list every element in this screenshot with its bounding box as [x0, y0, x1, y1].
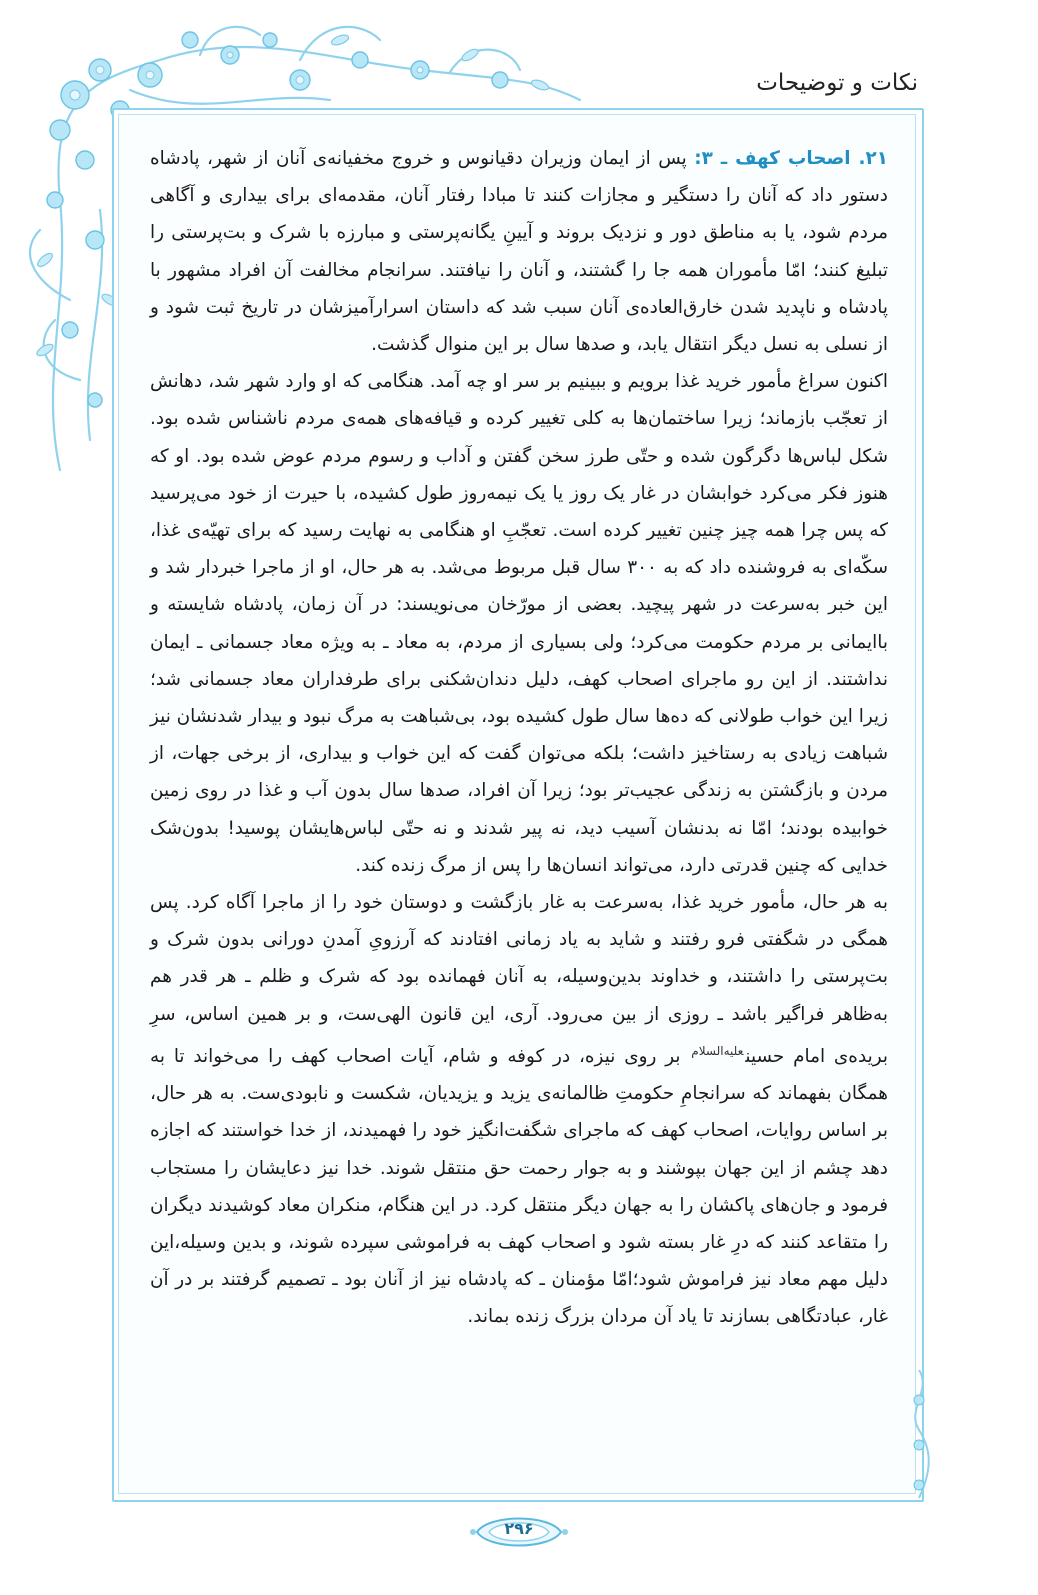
- paragraph-1: [150, 140, 888, 363]
- section-header-title: نکات و توضیحات: [756, 70, 918, 96]
- section-heading: ۲۱. اصحاب کهف ـ ۳:: [694, 148, 888, 169]
- paragraph-3-text-a: به هر حال، مأمور خرید غذا، به‌سرعت به غار بازگشت و دوستان خود را از ماجرا آگاه کرد. پس همگی در شگفتی فرو رفتند و شاید به یاد زمانی افتادند که آرزویِ آمدنِ دورانی بدون شرک و بت‌پرستی را داشتند، و خداوند بدین‌وسیله، به آنان فهمانده بود که شرک و ظلم ـ هر قدر هم به‌ظاهر فراگیر باشد ـ روزی از بین می‌رود. آری، این قانون الهی‌ست، و بر همین اساس، سرِ بریده‌ی امام حسین: [150, 892, 888, 1067]
- body-text: [150, 140, 888, 1480]
- paragraph-1-text: پس از ایمان وزیران دقیانوس و خروج مخفیانه‌ی آنان از شهر، پادشاه دستور داد که آنان را دستگیر و مجازات کنند تا مبادا رفتار آنان، مقدمه‌ای برای بیداری و آگاهی مردم شود، یا به مناطق دور و نزدیک بروند و آیینِ یگانه‌پرستی و مبارزه با شرک و بت‌پرستی را تبلیغ کنند؛ امّا مأموران همه جا را گشتند، و آنان را نیافتند. سرانجام مخالفت آن افراد مشهور با پادشاه و ناپدید شدن خارق‌العاده‌ی آنان سبب شد که داستان اسرارآمیزشان در تاریخ ثبت شود و از نسلی به نسل دیگر انتقال یابد، و صدها سال بر این منوال گذشت.: [150, 148, 888, 356]
- paragraph-3-text-b: بر روی نیزه، در کوفه و شام، آیات اصحاب کهف را می‌خواند تا به همگان بفهماند که سرانجامِ حکومتِ ظالمانه‌ی یزید و یزیدیان، شکست و نابودی‌ست. به هر حال، بر اساس روایات، اصحاب کهف که ماجرای شگفت‌انگیز خود را فهمیدند، از خدا خواستند که اجازه دهد چشم از این جهان بپوشند و به جوار رحمت حق منتقل شوند. خدا نیز دعایشان را مستجاب فرمود و جان‌های پاکشان را به جهان دیگر منتقل کرد. در این هنگام، منکران معاد کوشیدند دیگران را متقاعد کنند که درِ غار بسته شود و اصحاب کهف به فراموشی سپرده شوند، و بدین وسیله،این دلیل مهم معاد نیز فراموش شود؛امّا مؤمنان ـ که پادشاه نیز از آنان بود ـ تصمیم گرفتند بر در آن غار، عبادتگاهی بسازند تا یاد آن مردان بزرگ زنده بماند.: [150, 1046, 888, 1328]
- paragraph-3: [150, 884, 888, 1336]
- page-number-badge: [469, 1510, 569, 1554]
- page-number: ۲۹۶: [504, 1519, 534, 1538]
- paragraph-2: اکنون سراغ مأمور خرید غذا برویم و ببینیم بر سر او چه آمد. هنگامی که او وارد شهر شد، دهانش از تعجّب بازماند؛ زیرا ساختمان‌ها به کلی تغییر کرده و قیافه‌های همه‌ی مردم ناشناس شده بود. شکل لباس‌ها دگرگون شده و حتّی طرز سخن گفتن و آداب و رسوم مردم عوض شده بود. او که هنوز فکر می‌کرد خوابشان در غار یک روز یا یک نیمه‌روز طول کشیده، با حیرت از خود می‌پرسید که پس چرا همه چیز چنین تغییر کرده است. تعجّبِ او هنگامی به نهایت رسید که برای تهیّه‌ی غذا، سکّه‌ای به فروشنده داد که به ۳۰۰ سال قبل مربوط می‌شد. به هر حال، او از ماجرا خبردار شد و این خبر به‌سرعت در شهر پیچید. بعضی از مورّخان می‌نویسند: در آن زمان، پادشاه شایسته و باایمانی بر مردم حکومت می‌کرد؛ ولی بسیاری از مردم، به معاد ـ به ویژه معاد جسمانی ـ ایمان نداشتند. از این رو ماجرای اصحاب کهف، دلیل دندان‌شکنی برای طرفداران معاد جسمانی شد؛ زیرا این خواب طولانی که ده‌ها سال طول کشیده بود، بی‌شباهت به مرگ نبود و بیدار شدنشان نیز شباهت زیادی به رستاخیز داشت؛ بلکه می‌توان گفت که این خواب و بیداری، از برخی جهات، از مردن و بازگشتن به زندگی عجیب‌تر بود؛ زیرا آن افراد، صدها سال بدون آب و غذا در روی زمین خوابیده بودند؛ امّا نه بدنشان آسیب دید، نه پیر شدند و نه حتّی لباس‌هایشان پوسید! بدون‌شک خدایی که چنین قدرتی دارد، می‌تواند انسان‌ها را پس از مرگ زنده کند.: [150, 371, 888, 876]
- honorific-mark: علیه‌السلام: [691, 1043, 744, 1058]
- bottom-right-ornament: [904, 1370, 934, 1500]
